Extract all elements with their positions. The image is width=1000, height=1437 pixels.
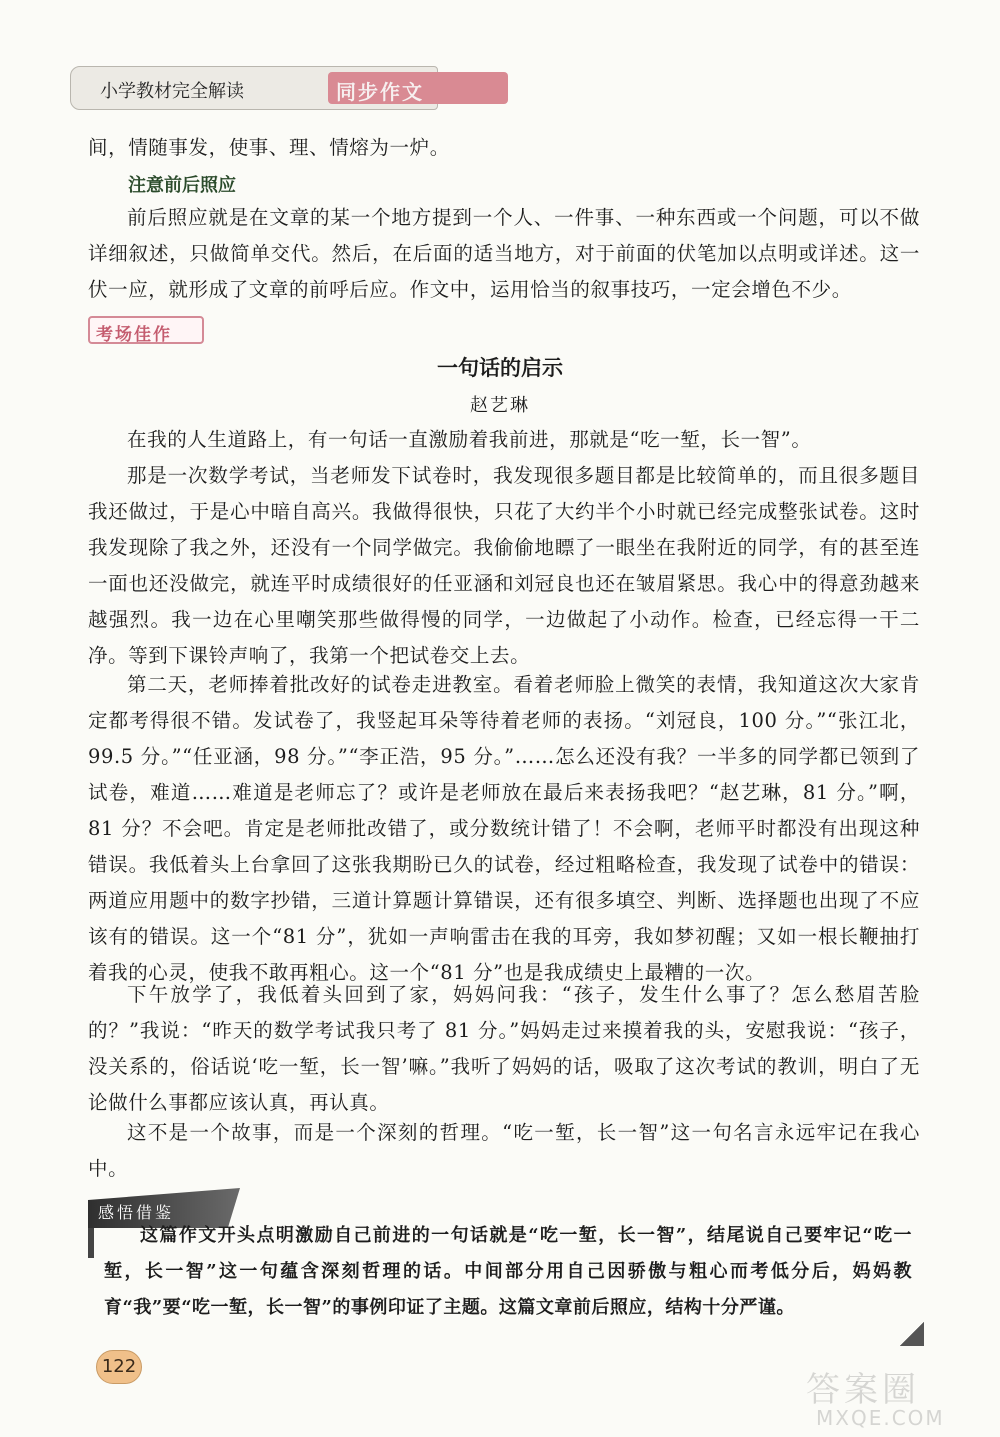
intro-subheading: 注意前后照应	[128, 175, 236, 196]
watermark	[796, 1362, 988, 1432]
section-tag	[88, 316, 204, 344]
comment-tag-label: 感悟借鉴	[98, 1203, 175, 1222]
book-header	[70, 66, 438, 110]
header-badge	[328, 72, 508, 104]
essay-paragraph-1: 在我的人生道路上，有一句话一直激励着我前进，那就是“吃一堑，长一智”。	[127, 428, 812, 451]
essay-paragraph-5: 这不是一个故事，而是一个深刻的哲理。“吃一堑，长一智”这一句名言永远牢记在我心中。	[88, 1121, 920, 1180]
comment-text: 这篇作文开头点明激励自己前进的一句话就是“吃一堑，长一智”，结尾说自己要牢记“吃一堑，长一智”这一句蕴含深刻哲理的话。中间部分用自己因骄傲与粗心而考低分后，妈妈教育“我”要“吃一堑，长一智”的事例印证了主题。这篇文章前后照应，结构十分严谨。	[104, 1225, 912, 1318]
corner-triangle-icon	[900, 1322, 924, 1346]
header-badge-label: 同步作文	[336, 80, 424, 104]
watermark-bottom: MXQE.COM	[816, 1406, 945, 1430]
page-number: 122	[96, 1350, 142, 1384]
intro-paragraph: 前后照应就是在文章的某一个地方提到一个人、一件事、一种东西或一个问题，可以不做详细叙述，只做简单交代。然后，在后面的适当地方，对于前面的伏笔加以点明或详述。这一伏一应，就形成了文章的前呼后应。作文中，运用恰当的叙事技巧，一定会增色不少。	[88, 206, 920, 301]
comment-marker	[88, 1228, 94, 1258]
book-title: 小学教材完全解读	[100, 81, 244, 102]
essay-title: 一句话的启示	[437, 356, 563, 380]
essay-paragraph-2: 那是一次数学考试，当老师发下试卷时，我发现很多题目都是比较简单的，而且很多题目我还做过，于是心中暗自高兴。我做得很快，只花了大约半个小时就已经完成整张试卷。这时我发现除了我之外，还没有一个同学做完。我偷偷地瞟了一眼坐在我附近的同学，有的甚至连一面也还没做完，就连平时成绩很好的任亚涵和刘冠良也还在皱眉紧思。我心中的得意劲越来越强烈。我一边在心里嘲笑那些做得慢的同学，一边做起了小动作。检查，已经忘得一干二净。等到下课铃声响了，我第一个把试卷交上去。	[88, 464, 920, 667]
watermark-top: 答案圈	[806, 1370, 920, 1410]
intro-continued: 间，情随事发，使事、理、情熔为一炉。	[88, 136, 450, 159]
essay-paragraph-4: 下午放学了，我低着头回到了家，妈妈问我：“孩子，发生什么事了？怎么愁眉苦脸的？”我说：“昨天的数学考试我只考了 81 分。”妈妈走过来摸着我的头，安慰我说：“孩子，没关系的，俗话说‘吃一堑，长一智’嘛。”我听了妈妈的话，吸取了这次考试的教训，明白了无论做什么事都应该认真，再认真。	[88, 983, 920, 1114]
essay-paragraph-3: 第二天，老师捧着批改好的试卷走进教室。看着老师脸上微笑的表情，我知道这次大家肯定都考得很不错。发试卷了，我竖起耳朵等待着老师的表扬。“刘冠良，100 分。”“张江北，99.5 分。”“任亚涵，98 分。”“李正浩，95 分。”……怎么还没有我？一半多的同学都已领到了试卷，难道……难道是老师忘了？或许是老师放在最后来表扬我吧？“赵艺琳，81 分。”啊，81 分？不会吧。肯定是老师批改错了，或分数统计错了！不会啊，老师平时都没有出现这种错误。我低着头上台拿回了这张我期盼已久的试卷，经过粗略检查，我发现了试卷中的错误：两道应用题中的数字抄错，三道计算题计算错误，还有很多填空、判断、选择题也出现了不应该有的错误。这一个“81 分”，犹如一声响雷击在我的耳旁，我如梦初醒；又如一根长鞭抽打着我的心灵，使我不敢再粗心。这一个“81 分”也是我成绩史上最糟的一次。	[88, 673, 920, 984]
section-tag-label: 考场佳作	[96, 325, 172, 345]
essay-author: 赵艺琳	[470, 395, 530, 416]
